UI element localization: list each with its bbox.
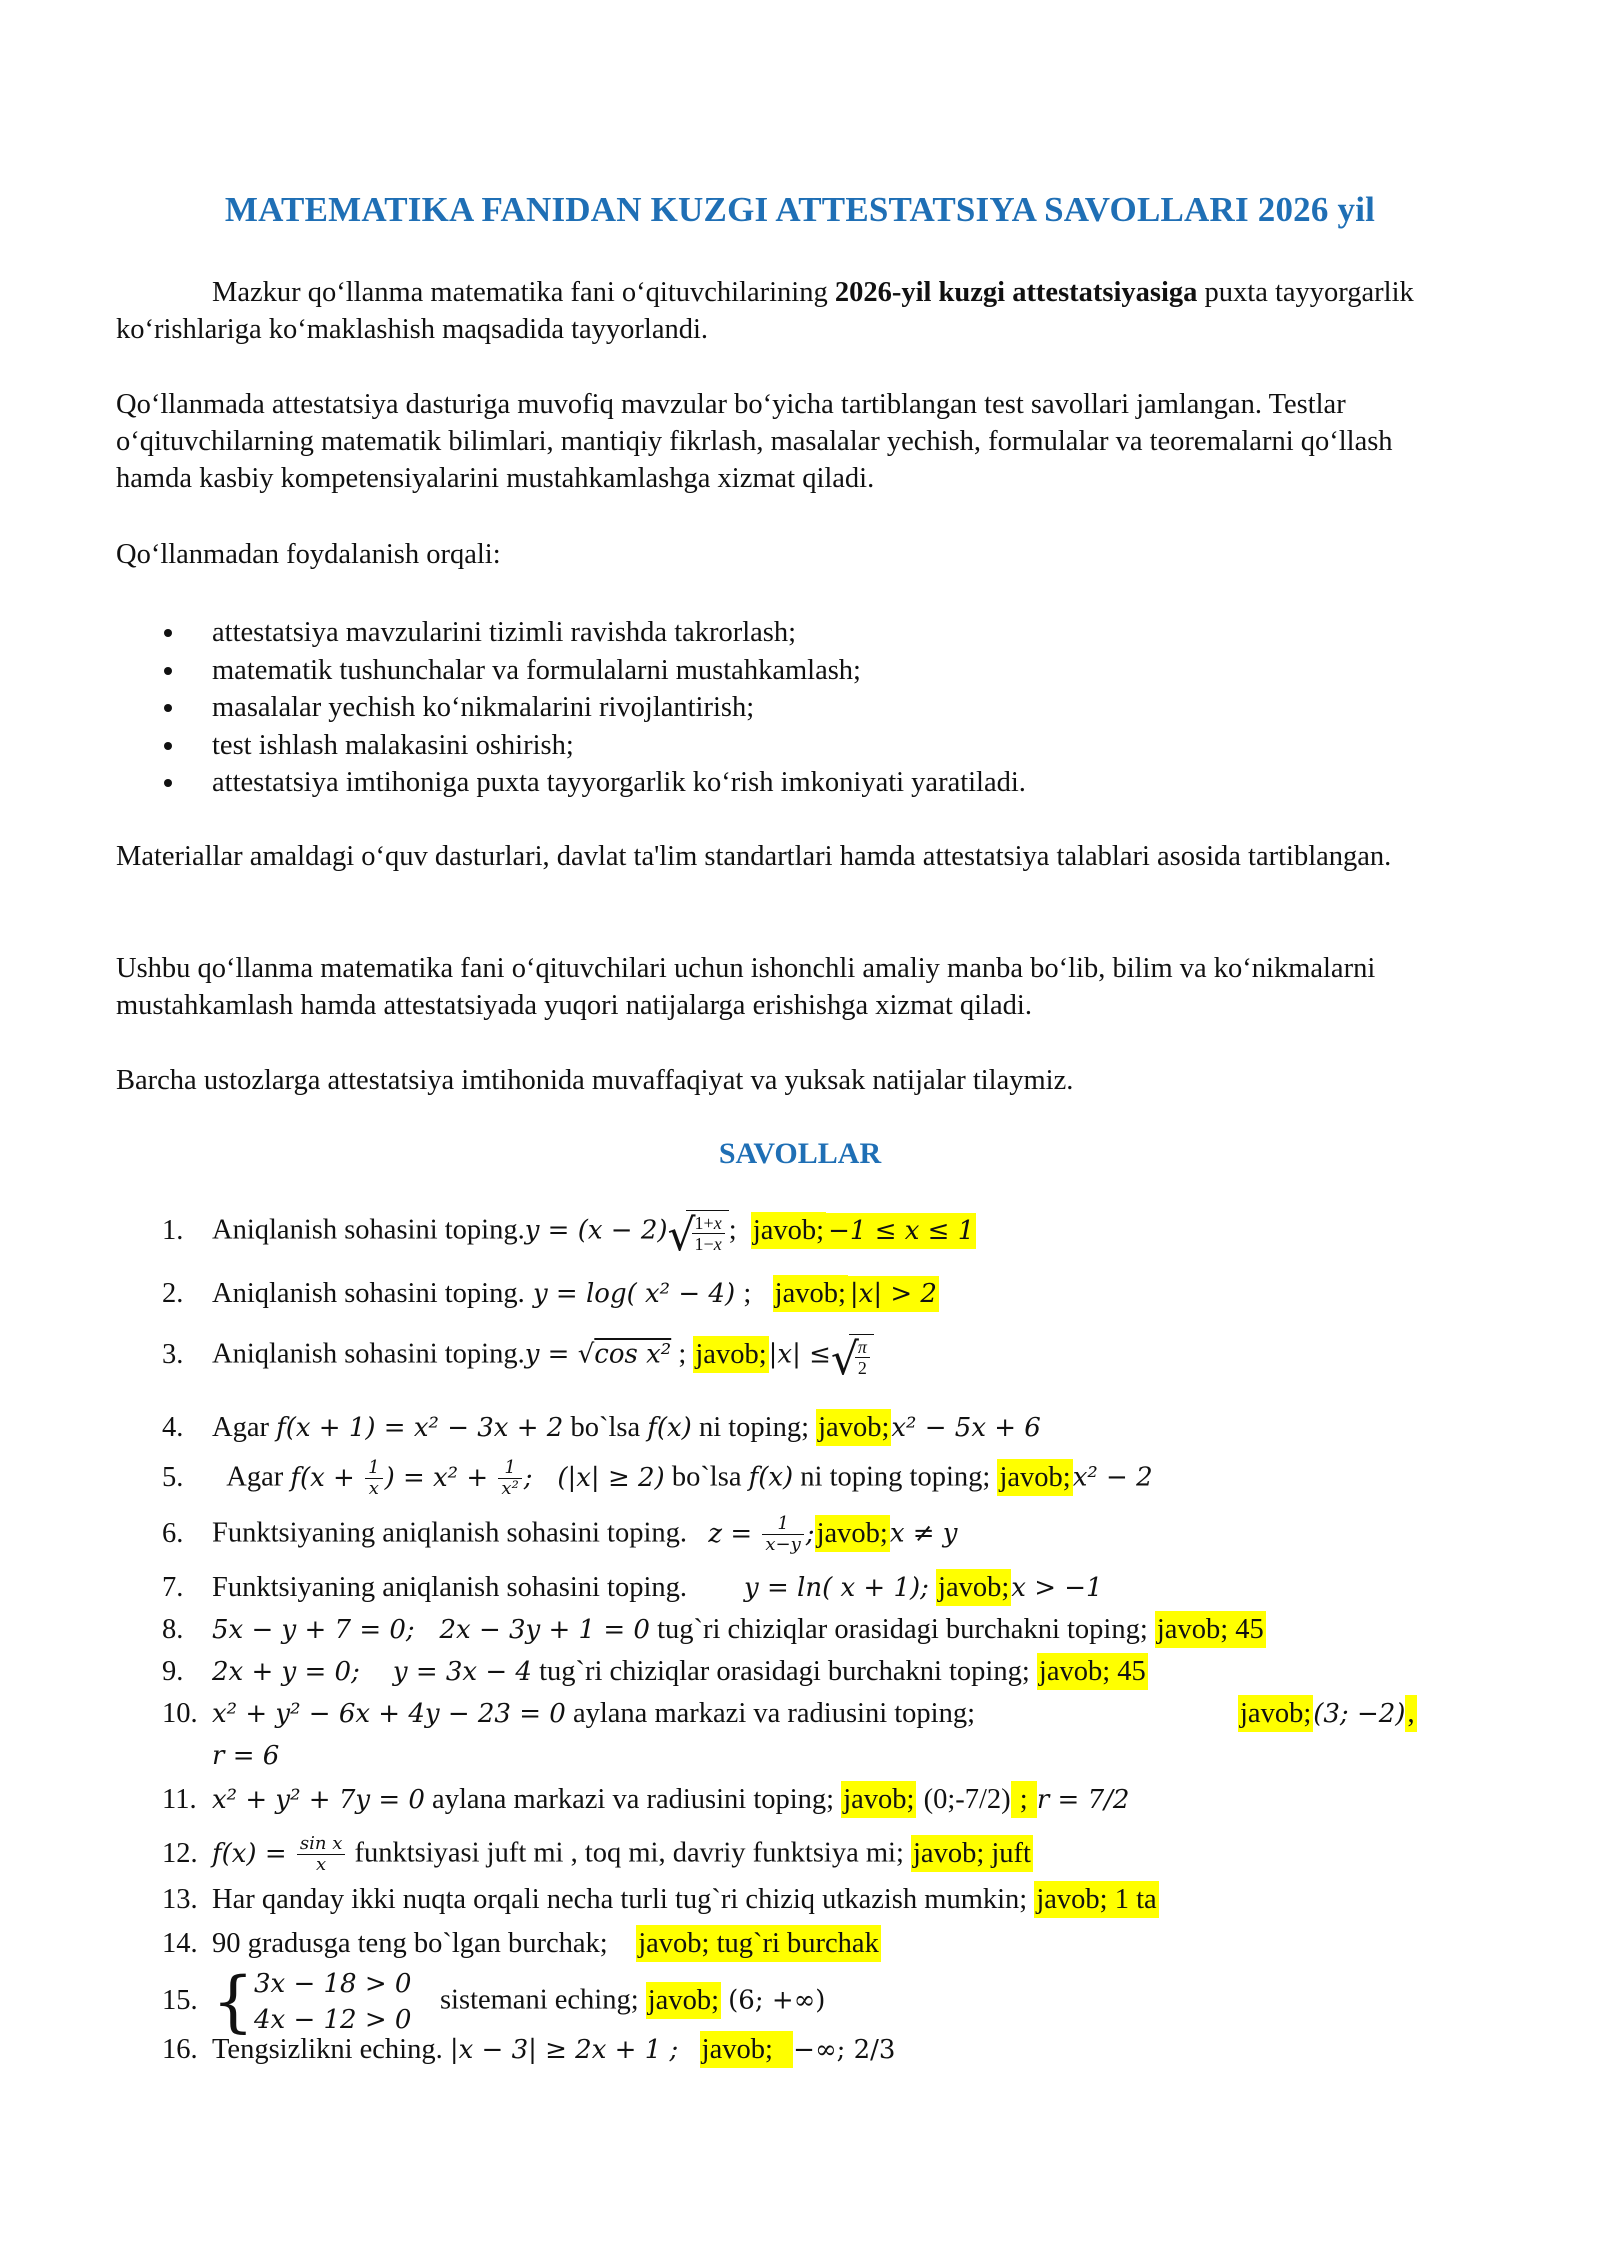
question-number: 11. xyxy=(162,1784,197,1815)
question-14 xyxy=(162,1926,1462,1962)
question-text: sistemani eching; xyxy=(439,1984,639,2016)
answer-value: (3; −2) xyxy=(1313,1699,1406,1729)
list-item-text: attestatsiya mavzularini tizimli ravishda takrorlash; xyxy=(212,617,797,648)
answer-label: javob; xyxy=(646,1982,721,2019)
question-text: Funktsiyaning aniqlanish sohasini toping. xyxy=(212,1517,687,1549)
question-text: Aniqlanish sohasini toping. xyxy=(212,1338,525,1370)
question-5 xyxy=(162,1458,1462,1499)
question-number: 16. xyxy=(162,2034,198,2065)
intro-p1-bold: 2026-yil kuzgi attestatsiyasiga xyxy=(834,277,1198,308)
math-formula: y = log( x² − 4) xyxy=(524,1279,744,1309)
question-text: tug`ri chiziqlar orasidagi burchakni toping; xyxy=(649,1614,1148,1645)
answer-value: (6; +∞) xyxy=(728,1985,826,2016)
answer-label: javob; xyxy=(841,1781,916,1818)
question-12 xyxy=(162,1834,1462,1875)
answer-label: javob; 45 xyxy=(1155,1611,1266,1648)
answer-value: x² − 2 xyxy=(1072,1462,1153,1493)
answer-value: |x| > 2 xyxy=(848,1276,939,1312)
bullet-icon xyxy=(164,779,172,787)
question-text: 90 gradusga teng bo`lgan burchak; xyxy=(212,1928,608,1959)
question-text: Tengsizlikni eching. xyxy=(212,2034,443,2065)
question-text: Funktsiyaning aniqlanish sohasini toping. xyxy=(212,1572,687,1603)
question-text: bo`lsa xyxy=(563,1412,648,1443)
math-formula: f(x + $\frac{1}{x}$ ) = x² + $\frac{1}{\text{x²}}$ ; (|x| ≥ 2) xyxy=(290,1457,665,1499)
math-formula: y = √cos x² xyxy=(524,1339,672,1370)
question-10-answer-radius xyxy=(212,1738,1512,1774)
answer-label: javob; tug`ri burchak xyxy=(636,1925,881,1962)
answer-label: javob; xyxy=(693,1336,768,1373)
answer-label: javob; xyxy=(700,2031,775,2068)
question-4 xyxy=(162,1410,1462,1446)
question-7 xyxy=(162,1570,1462,1606)
intro-paragraph-2: Qo‘llanmada attestatsiya dasturiga muvofiq mavzular bo‘yicha tartiblangan test savollari jamlangan. Testlar o‘qituvchilarning matematik bilimlari, mantiqiy fikrlash, masalalar yechish, formulalar va teoremalarni qo‘llash hamda kasbiy kompetensiyalarini mustahkamlashga xizmat qiladi. xyxy=(116,389,1393,494)
question-3: 3. Aniqlanish sohasini toping.y = √cos x² ; javob;|x| ≤ √ $\frac{\pi}{2}$ xyxy=(162,1334,1462,1378)
question-number: 5. xyxy=(162,1461,184,1493)
document-title: MATEMATIKA FANIDAN KUZGI ATTESTATSIYA SAVOLLARI 2026 yil xyxy=(224,190,1376,229)
answer-value: x² − 5x + 6 xyxy=(891,1413,1041,1443)
answer-value: −1 ≤ x ≤ 1 xyxy=(826,1213,976,1249)
question-text: tug`ri chiziqlar orasidagi burchakni toping; xyxy=(531,1656,1030,1687)
answer-value: x ≠ y xyxy=(889,1518,958,1549)
question-text: Aniqlanish sohasini toping. xyxy=(212,1214,525,1246)
question-text: Agar xyxy=(226,1461,291,1493)
intro-paragraph-4: Materiallar amaldagi o‘quv dasturlari, davlat ta'lim standartlari hamda attestatsiya talablari asosida tartiblangan. xyxy=(116,841,1392,872)
answer-value: (0;-7/2) xyxy=(923,1784,1011,1815)
answer-label: javob; juft xyxy=(911,1835,1033,1872)
list-item xyxy=(116,614,1416,652)
list-item xyxy=(116,689,1416,727)
list-item xyxy=(116,764,1416,802)
question-number: 1. xyxy=(162,1214,184,1246)
math-formula: f(x + 1) = x² − 3x + 2 xyxy=(276,1413,564,1443)
list-item-text: matematik tushunchalar va formulalarni mustahkamlash; xyxy=(212,654,861,686)
question-11: 11. x² + y² + 7y = 0 aylana markazi va radiusini toping; javob; (0;-7/2) ; r = 7/2 xyxy=(162,1782,1462,1818)
answer-label: javob; xyxy=(815,1515,890,1552)
question-text: aylana markazi va radiusini toping; xyxy=(565,1698,976,1729)
question-text: funktsiyasi juft mi , toq mi, davriy funktsiya mi; xyxy=(347,1837,904,1869)
math-formula: x² + y² − 6x + 4y − 23 = 0 xyxy=(212,1699,566,1729)
intro-paragraph-3: Qo‘llanmadan foydalanish orqali: xyxy=(116,539,501,570)
bullet-icon xyxy=(164,704,172,712)
math-formula: y = (x − 2) xyxy=(524,1215,668,1246)
math-formula: f(x) = $\frac{\text{sin x}}{x}$ xyxy=(212,1839,347,1869)
answer-label: javob; xyxy=(773,1275,848,1312)
question-number: 12. xyxy=(162,1837,198,1869)
intro-paragraph-6: Barcha ustozlarga attestatsiya imtihonida muvaffaqiyat va yuksak natijalar tilaymiz. xyxy=(116,1065,1074,1096)
bullet-icon xyxy=(164,629,172,637)
math-formula: 5x − y + 7 = 0; 2x − 3y + 1 = 0 xyxy=(212,1615,650,1645)
math-formula: |x − 3| ≥ 2x + 1 ; xyxy=(449,2035,679,2065)
question-text: bo`lsa xyxy=(664,1461,749,1493)
bullet-icon xyxy=(164,742,172,750)
answer-label: javob; xyxy=(751,1212,826,1249)
math-formula: y = ln( x + 1); xyxy=(744,1573,929,1603)
question-number: 14. xyxy=(162,1928,198,1959)
list-item-text: masalalar yechish ko‘nikmalarini rivojlantirish; xyxy=(212,692,755,723)
answer-label: javob; xyxy=(997,1459,1072,1496)
question-text: Har qanday ikki nuqta orqali necha turli tug`ri chiziq utkazish mumkin; xyxy=(212,1884,1028,1915)
answer-value: x > −1 xyxy=(1011,1573,1103,1603)
math-formula: 3x − 18 > 0 4x − 12 > 0 xyxy=(254,1969,412,2035)
question-number: 4. xyxy=(162,1412,184,1443)
section-title: SAVOLLAR xyxy=(718,1137,882,1170)
math-formula: f(x) xyxy=(748,1462,794,1493)
math-formula: z = $\frac{1}{x-y}$ ; xyxy=(708,1513,815,1555)
question-text: aylana markazi va radiusini toping; xyxy=(424,1784,835,1815)
question-9 xyxy=(162,1654,1462,1690)
answer-label: javob; xyxy=(936,1569,1011,1606)
question-number: 15. xyxy=(162,1984,198,2016)
question-number: 3. xyxy=(162,1338,184,1370)
bullet-icon xyxy=(164,667,172,675)
question-13 xyxy=(162,1882,1462,1918)
list-item-text: attestatsiya imtihoniga puxta tayyorgarlik ko‘rish imkoniyati yaratiladi. xyxy=(212,767,1026,798)
question-8 xyxy=(162,1612,1462,1648)
question-number: 10. xyxy=(162,1698,198,1729)
list-item xyxy=(116,727,1416,765)
question-number: 8. xyxy=(162,1614,184,1645)
question-number: 2. xyxy=(162,1278,184,1309)
math-formula: √ $\frac{1+x}{1-x}$ xyxy=(668,1210,729,1254)
answer-label: javob; xyxy=(816,1409,891,1446)
intro-p1-end: puxta tayyorgarlik ko‘rishlariga ko‘maklashish maqsadida tayyorlandi. xyxy=(116,277,1414,345)
question-1: 1. Aniqlanish sohasini toping.y = (x − 2) √ $\frac{1+x}{1-x}$ ; javob; −1 ≤ x ≤ 1 xyxy=(162,1210,975,1261)
math-formula: x² + y² + 7y = 0 xyxy=(212,1785,425,1815)
intro-paragraph-1 xyxy=(116,274,1446,348)
math-formula: √ $\frac{\pi}{2}$ xyxy=(831,1334,874,1378)
question-number: 7. xyxy=(162,1572,184,1603)
answer-label: javob; xyxy=(1238,1695,1313,1732)
math-formula: 2x + y = 0; y = 3x − 4 xyxy=(212,1657,532,1687)
intro-paragraph-5: Ushbu qo‘llanma matematika fani o‘qituvchilari uchun ishonchli amaliy manba bo‘lib, bilim va ko‘nikmalarni mustahkamlash hamda attestatsiyada yuqori natijalarga erishishga xizmat qiladi. xyxy=(116,953,1376,1021)
answer-label: javob; 45 xyxy=(1037,1653,1148,1690)
question-15 xyxy=(162,1963,1462,2040)
question-text: Agar xyxy=(212,1412,277,1443)
math-formula: f(x) xyxy=(647,1413,692,1443)
math-formula: { xyxy=(212,1963,254,2040)
question-number: 9. xyxy=(162,1656,184,1687)
question-2: 2. Aniqlanish sohasini toping. y = log( x² − 4) ; javob; |x| > 2 xyxy=(162,1276,1462,1312)
question-number: 13. xyxy=(162,1884,198,1915)
question-16 xyxy=(162,2032,1462,2068)
answer-value: −∞; 2/3 xyxy=(793,2035,896,2065)
question-text: ni toping; xyxy=(691,1412,809,1443)
list-item xyxy=(116,652,1416,690)
intro-p1-start: Mazkur qo‘llanma matematika fani o‘qituvchilarining xyxy=(212,277,835,308)
question-10-answer: javob;(3; −2), xyxy=(1238,1696,1448,1732)
bullet-list xyxy=(116,614,1416,802)
answer-value: r = 7/2 xyxy=(1036,1785,1130,1815)
question-text: Aniqlanish sohasini toping. xyxy=(212,1278,525,1309)
answer-value: |x| ≤ xyxy=(768,1339,831,1370)
answer-label: javob; 1 ta xyxy=(1034,1881,1158,1918)
answer-value: r = 6 xyxy=(212,1741,280,1771)
list-item-text: test ishlash malakasini oshirish; xyxy=(212,729,574,761)
question-number: 6. xyxy=(162,1517,184,1549)
question-text: ni toping toping; xyxy=(793,1461,991,1493)
question-6 xyxy=(162,1514,1462,1555)
